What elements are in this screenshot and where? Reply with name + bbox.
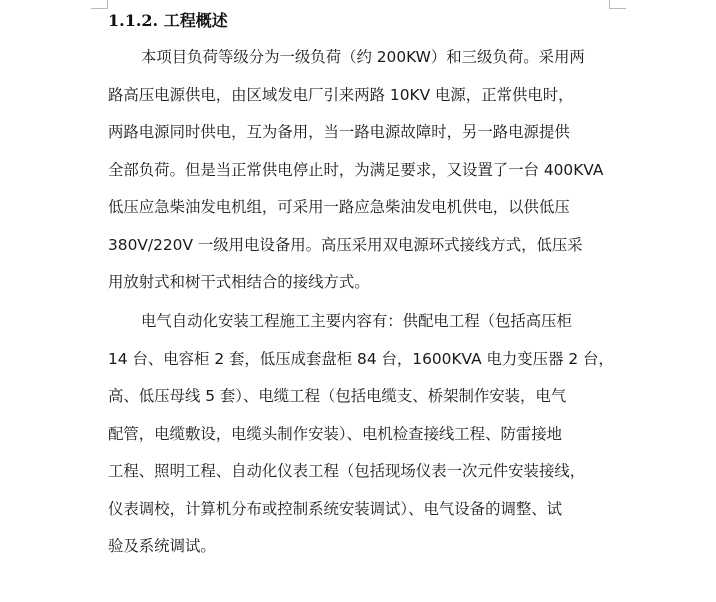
paragraph-line: 配管，电缆敷设，电缆头制作安装）、电机检查接线工程、防雷接地 [108, 424, 563, 443]
paragraph-line: 验及系统调试。 [108, 537, 216, 555]
paragraph-line: 电气自动化安装工程施工主要内容有：供配电工程（包括高压柜 [141, 312, 572, 330]
paragraph-line: 380V/220V 一级用电设备用。高压采用双电源环式接线方式，低压采 [108, 235, 583, 254]
paragraph-line: 工程、照明工程、自动化仪表工程（包括现场仪表一次元件安装接线， [108, 462, 586, 480]
paragraph-line: 全部负荷。但是当正常供电停止时，为满足要求，又设置了一台 400KVA [108, 160, 604, 179]
crop-mark-right [609, 0, 626, 9]
section-number: 1.1.2. [108, 11, 159, 30]
paragraph-line: 仪表调校，计算机分布或控制系统安装调试）、电气设备的调整、试 [108, 499, 563, 518]
crop-mark-left [91, 0, 108, 9]
paragraph-line: 高、低压母线 5 套）、电缆工程（包括电缆支、桥架制作安装，电气 [108, 387, 567, 405]
paragraph-line: 两路电源同时供电，互为备用，当一路电源故障时，另一路电源提供 [108, 123, 570, 141]
paragraph-line: 本项目负荷等级分为一级负荷（约 200KW）和三级负荷。采用两 [141, 48, 585, 66]
paragraph-line: 14 台、电容柜 2 套，低压成套盘柜 84 台，1600KVA 电力变压器 2 台， [108, 349, 614, 368]
paragraph-line: 路高压电源供电，由区域发电厂引来两路 10KV 电源，正常供电时， [108, 85, 574, 104]
paragraph-line: 低压应急柴油发电机组，可采用一路应急柴油发电机供电，以供低压 [108, 198, 570, 216]
paragraph-load-overview [108, 39, 608, 302]
paragraph-line: 用放射式和树干式相结合的接线方式。 [108, 273, 370, 291]
paragraph-scope-of-work [108, 303, 614, 566]
section-heading [108, 9, 228, 33]
section-title: 工程概述 [163, 11, 228, 30]
